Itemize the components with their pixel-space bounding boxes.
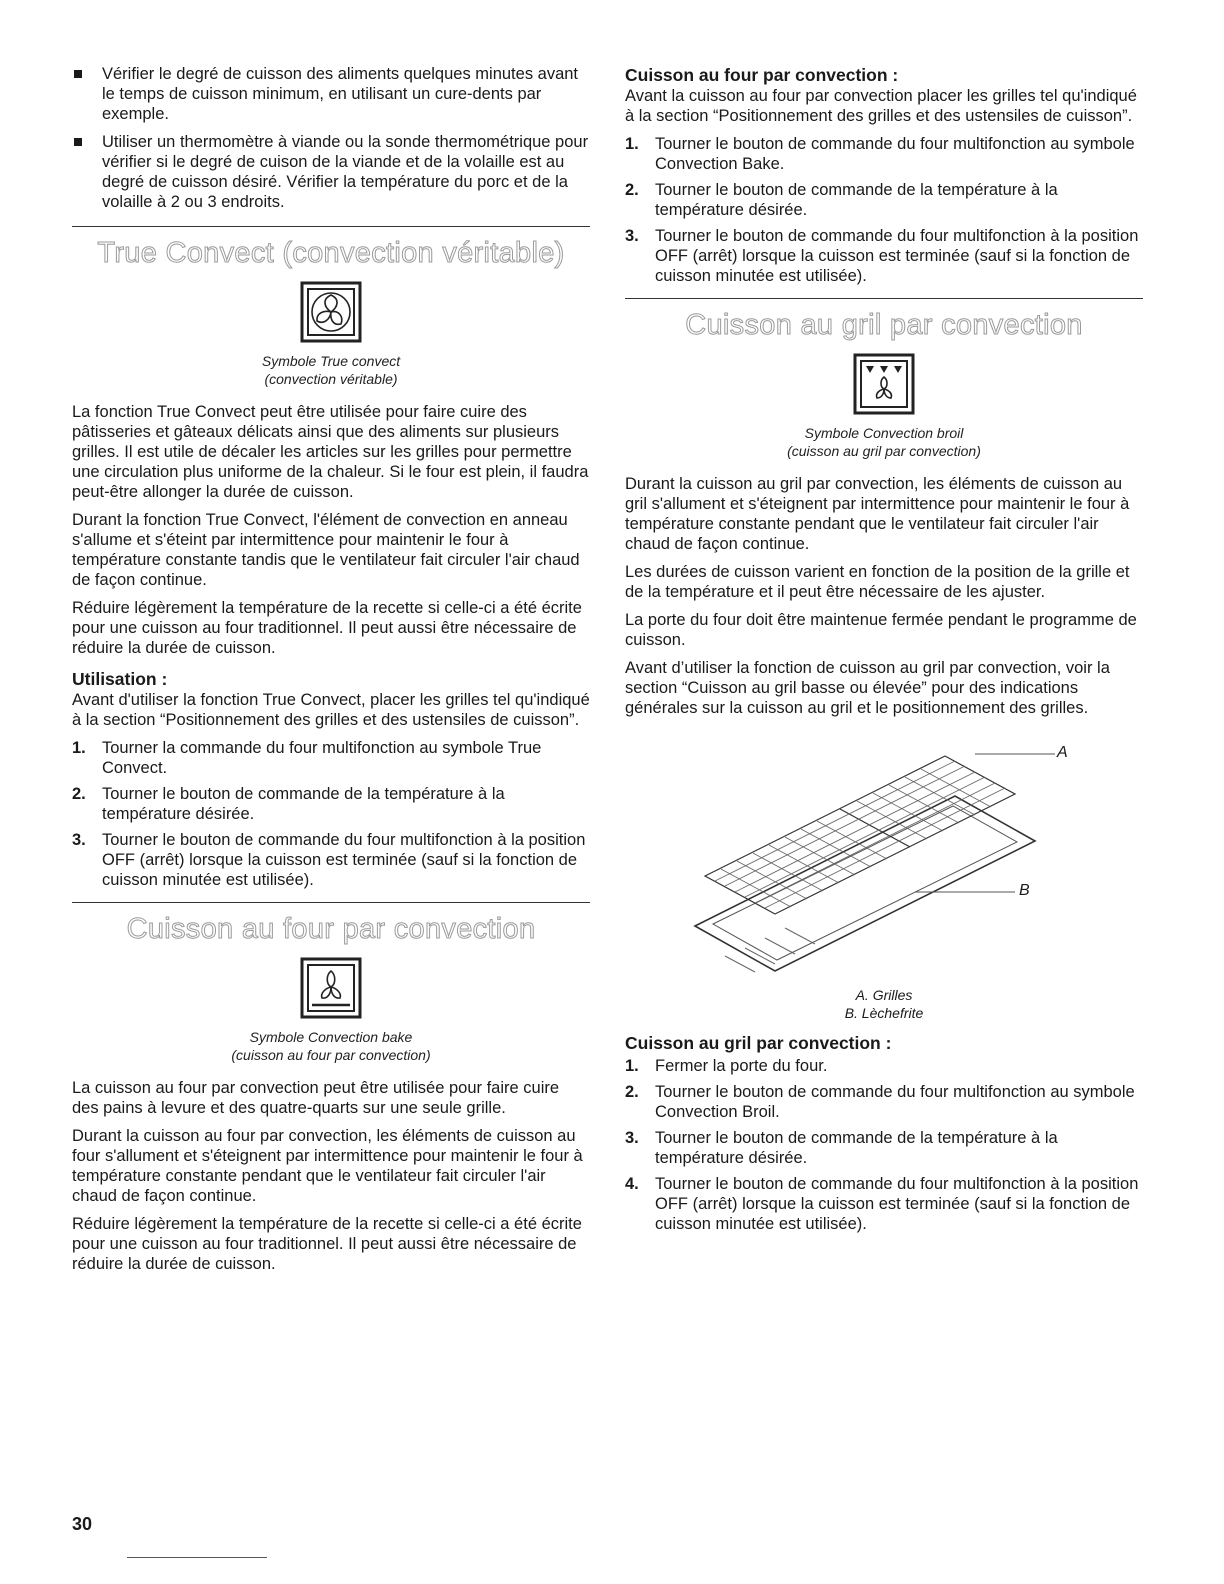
tips-list xyxy=(72,64,590,212)
list-item: 1. Tourner la commande du four multifonction au symbole True Convect. xyxy=(72,739,542,777)
convection-bake-paragraph: Réduire légèrement la température de la recette si celle-ci a été écrite pour une cuisson au four traditionnel. Il peut aussi être nécessaire de réduire la durée de cuisson. xyxy=(72,1215,582,1273)
true-convect-title: True Convect (convection véritable) xyxy=(97,237,565,269)
label-b: B xyxy=(1019,882,1030,899)
true-convect-paragraph: La fonction True Convect peut être utilisée pour faire cuire des pâtisseries et gâteaux délicats ainsi que des aliments sur plusieurs grilles. Il est utile de décaler les articles sur les grilles pour permettre une circulation plus uniforme de la chaleur. Si le four est plein, il faudra peut-être allonger la durée de cuisson. xyxy=(72,403,589,501)
section-divider xyxy=(72,902,590,903)
label-a: A xyxy=(1057,744,1068,761)
footer-line xyxy=(127,1557,267,1558)
list-item: Vérifier le degré de cuisson des aliments quelques minutes avant le temps de cuisson minimum, en utilisant un cure-dents par exemple. xyxy=(72,64,590,124)
convection-broil-caption: Symbole Convection broil (cuisson au gril par convection) xyxy=(787,425,981,459)
bake-usage-intro: Avant la cuisson au four par convection placer les grilles tel qu'indiqué à la section “Positionnement des grilles et des ustensiles de cuisson”. xyxy=(625,87,1137,125)
grill-pan-figure xyxy=(625,726,1143,986)
list-item: 3. Tourner le bouton de commande du four multifonction à la position OFF (arrêt) lorsque la cuisson est terminée (sauf si la fonction de cuisson minutée est utilisée). xyxy=(72,831,586,889)
bake-steps xyxy=(625,134,1143,286)
list-item: 2. Tourner le bouton de commande du four multifonction au symbole Convection Broil. xyxy=(625,1083,1135,1121)
true-convect-paragraph: Réduire légèrement la température de la recette si celle-ci a été écrite pour une cuisson au four traditionnel. Il peut aussi être nécessaire de réduire la durée de cuisson. xyxy=(72,599,582,657)
right-column xyxy=(625,64,1143,1246)
list-item: 2. Tourner le bouton de commande de la température à la température désirée. xyxy=(72,785,505,823)
true-convect-steps xyxy=(72,738,590,890)
true-convect-paragraph: Durant la fonction True Convect, l'élément de convection en anneau s'allume et s'éteint par intermittence pour maintenir le four à température constante tandis que le ventilateur fait circuler l'air chaud de façon continue. xyxy=(72,511,580,589)
list-item: 1. Fermer la porte du four. xyxy=(625,1057,828,1075)
true-convect-caption: Symbole True convect (convection véritable) xyxy=(261,353,401,387)
section-divider xyxy=(72,226,590,227)
broil-usage-heading: Cuisson au gril par convection : xyxy=(625,1033,892,1053)
convection-broil-paragraph: Avant d’utiliser la fonction de cuisson au gril par convection, voir la section “Cuisson au gril basse ou élevée” pour des indications générales sur la cuisson au gril et le positionnement des grilles. xyxy=(625,659,1110,717)
convection-bake-icon xyxy=(300,957,362,1019)
convection-broil-paragraph: Durant la cuisson au gril par convection, les éléments de cuisson au gril s'allument et s'éteignent par intermittence pour maintenir le four à température constante pendant que le ventilateur fait circuler l'air chaud de façon continue. xyxy=(625,475,1130,553)
convection-bake-paragraph: Durant la cuisson au four par convection, les éléments de cuisson au four s'allument et s'éteignent par intermittence pour maintenir le four à température constante pendant que le ventilateur fait circuler l'air chaud de façon continue. xyxy=(72,1127,583,1205)
list-item: 2. Tourner le bouton de commande de la température à la température désirée. xyxy=(625,181,1058,219)
list-item: Utiliser un thermomètre à viande ou la sonde thermométrique pour vérifier si le degré de cuison de la viande et de la volaille est au degré de cuisson désiré. Vérifier la température du porc et de la volaille à 2 ou 3 endroits. xyxy=(72,132,590,212)
true-convect-fan-icon xyxy=(300,281,362,343)
left-column xyxy=(72,64,590,1282)
bullet-square-icon xyxy=(74,70,82,78)
figure-caption: A. Grilles B. Lèchefrite xyxy=(844,987,924,1021)
convection-broil-paragraph: Les durées de cuisson varient en fonction de la position de la grille et de la température et il peut être nécessaire de les ajuster. xyxy=(625,563,1130,601)
page-number: 30 xyxy=(72,1514,93,1534)
bullet-square-icon xyxy=(74,138,82,146)
list-item: 4. Tourner le bouton de commande du four multifonction à la position OFF (arrêt) lorsque la cuisson est terminée (sauf si la fonction de cuisson minutée est utilisée). xyxy=(625,1175,1139,1233)
convection-broil-paragraph: La porte du four doit être maintenue fermée pendant le programme de cuisson. xyxy=(625,611,1137,649)
convection-broil-icon xyxy=(853,353,915,415)
convection-broil-title: Cuisson au gril par convection xyxy=(685,309,1083,341)
broil-steps xyxy=(625,1056,1143,1234)
usage-intro: Avant d'utiliser la fonction True Convect, placer les grilles tel qu'indiqué à la section “Positionnement des grilles et des ustensiles de cuisson”. xyxy=(72,691,590,729)
convection-bake-caption: Symbole Convection bake (cuisson au four par convection) xyxy=(231,1029,431,1063)
list-item: 3. Tourner le bouton de commande de la température à la température désirée. xyxy=(625,1129,1058,1167)
bake-usage-heading: Cuisson au four par convection : xyxy=(625,65,899,85)
section-divider xyxy=(625,298,1143,299)
list-item: 1. Tourner le bouton de commande du four multifonction au symbole Convection Bake. xyxy=(625,135,1135,173)
list-item: 3. Tourner le bouton de commande du four multifonction à la position OFF (arrêt) lorsque la cuisson est terminée (sauf si la fonction de cuisson minutée est utilisée). xyxy=(625,227,1139,285)
convection-bake-paragraph: La cuisson au four par convection peut être utilisée pour faire cuire des pains à levure et des quatre-quarts sur une seule grille. xyxy=(72,1079,560,1117)
grill-and-broiler-pan-illustration xyxy=(625,726,1143,986)
usage-heading: Utilisation : xyxy=(72,669,168,689)
convection-bake-title: Cuisson au four par convection xyxy=(126,913,536,945)
